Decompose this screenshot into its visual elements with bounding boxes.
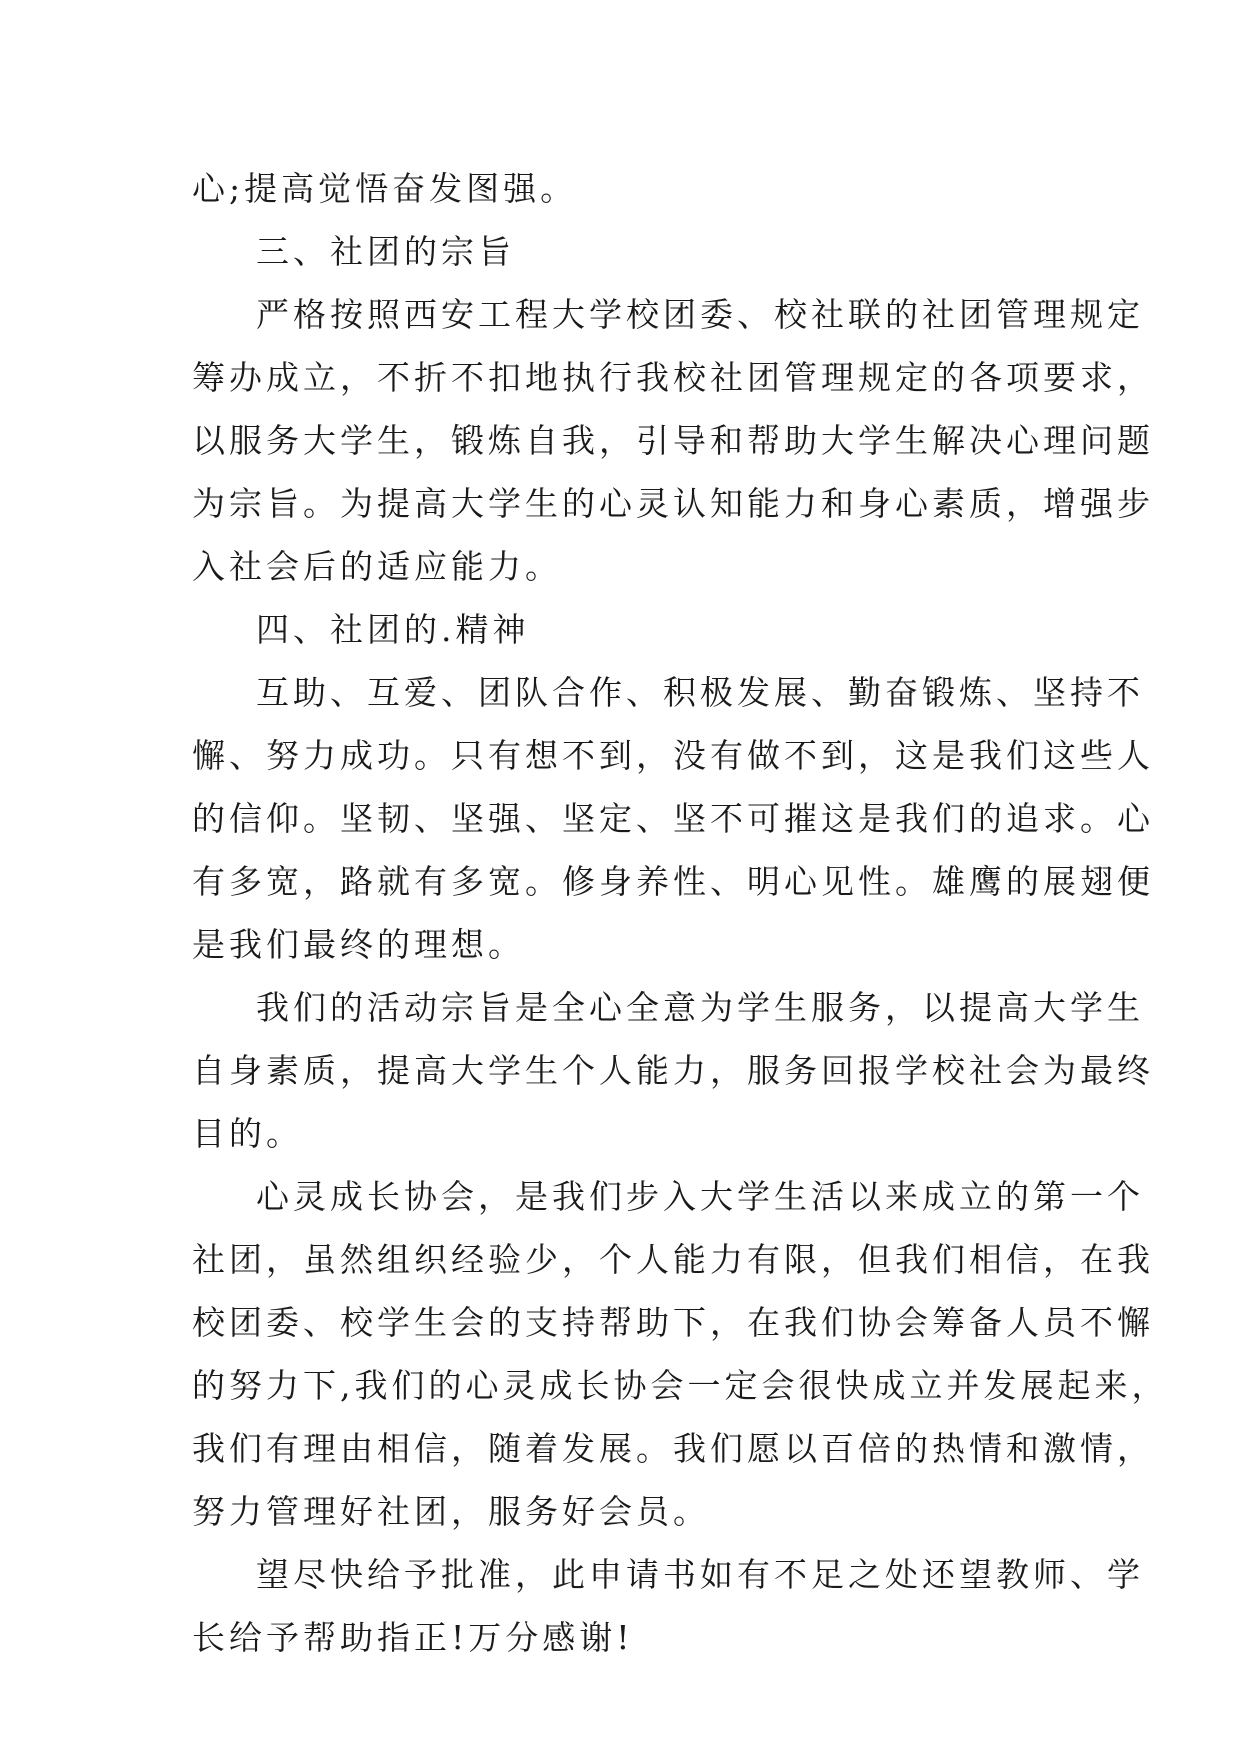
text-line: 以服务大学生，锻炼自我，引导和帮助大学生解决心理问题 [192,421,1154,460]
text-line: 懈、努力成功。只有想不到，没有做不到，这是我们这些人 [192,736,1154,775]
text-line: 长给予帮助指正!万分感谢! [192,1618,634,1657]
text-line: 有多宽，路就有多宽。修身养性、明心见性。雄鹰的展翅便 [192,862,1154,901]
section-heading: 三、社团的宗旨 [256,232,515,271]
text-line: 心灵成长协会，是我们步入大学生活以来成立的第一个 [256,1177,1144,1216]
text-line: 努力管理好社团，服务好会员。 [192,1492,710,1531]
text-line: 为宗旨。为提高大学生的心灵认知能力和身心素质，增强步 [192,484,1154,523]
text-line: 我们的活动宗旨是全心全意为学生服务，以提高大学生 [256,988,1144,1027]
text-line: 互助、互爱、团队合作、积极发展、勤奋锻炼、坚持不 [256,673,1144,712]
text-line: 我们有理由相信，随着发展。我们愿以百倍的热情和激情， [192,1429,1154,1468]
text-line: 的信仰。坚韧、坚强、坚定、坚不可摧这是我们的追求。心 [192,799,1154,838]
section-heading: 四、社团的.精神 [256,610,530,649]
text-line: 自身素质，提高大学生个人能力，服务回报学校社会为最终 [192,1051,1154,1090]
text-line: 校团委、校学生会的支持帮助下，在我们协会筹备人员不懈 [192,1303,1154,1342]
text-line: 心;提高觉悟奋发图强。 [192,169,578,208]
text-line: 是我们最终的理想。 [192,925,525,964]
text-line: 望尽快给予批准，此申请书如有不足之处还望教师、学 [256,1555,1144,1594]
text-line: 目的。 [192,1114,303,1153]
text-line: 的努力下,我们的心灵成长协会一定会很快成立并发展起来， [192,1366,1169,1405]
text-line: 严格按照西安工程大学校团委、校社联的社团管理规定 [256,295,1144,334]
text-line: 入社会后的适应能力。 [192,547,562,586]
document-body [192,157,1169,1669]
text-line: 社团，虽然组织经验少，个人能力有限，但我们相信，在我 [192,1240,1154,1279]
text-line: 筹办成立，不折不扣地执行我校社团管理规定的各项要求， [192,358,1154,397]
